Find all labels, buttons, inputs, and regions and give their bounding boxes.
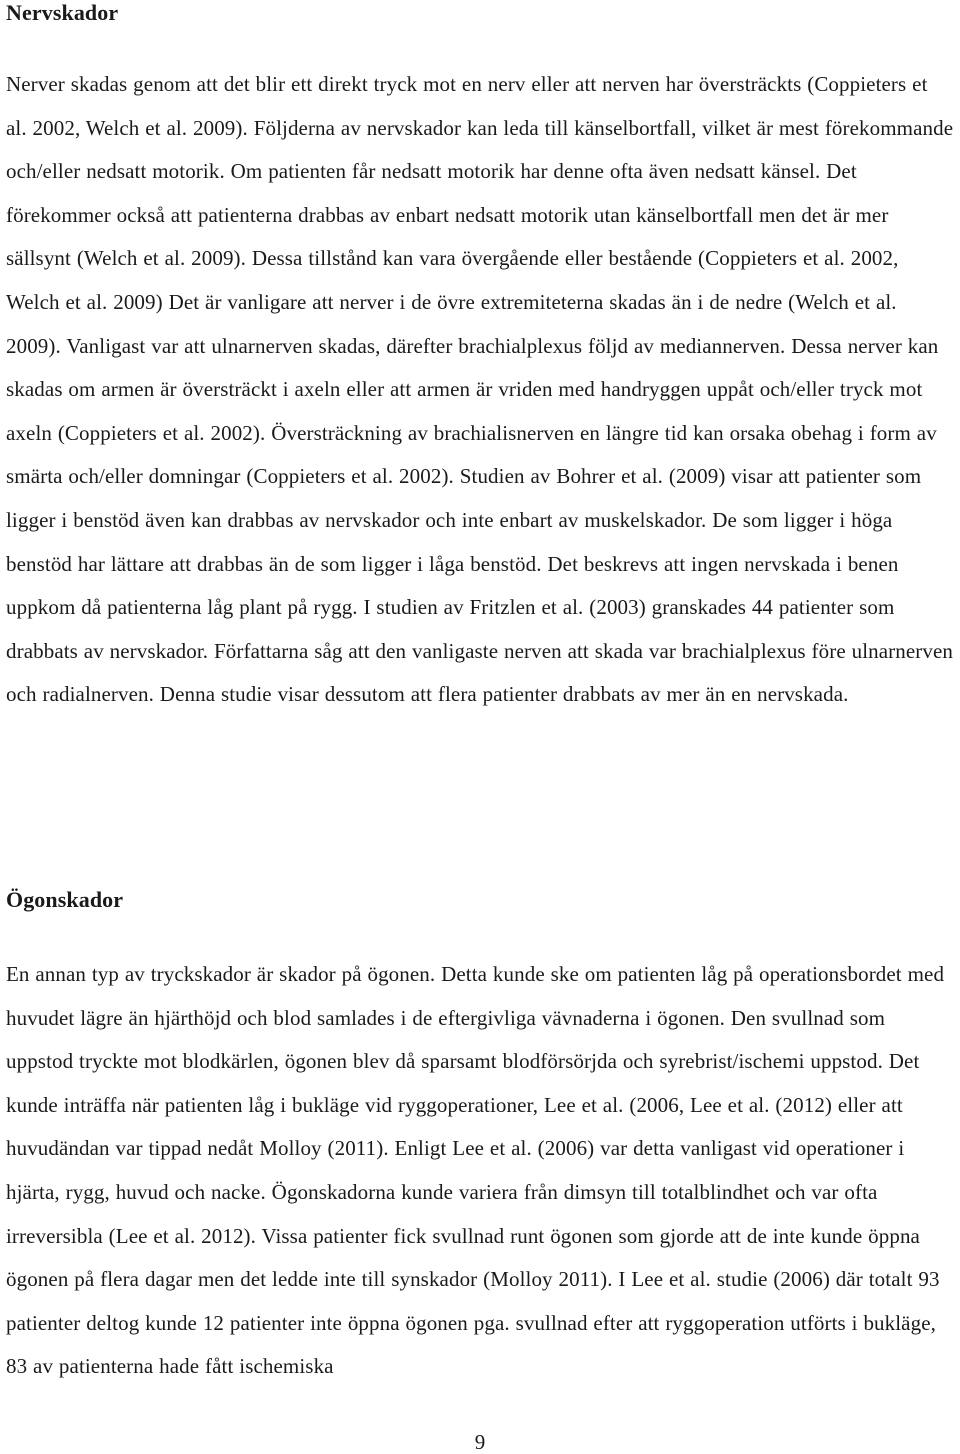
paragraph-ogonskador: En annan typ av tryckskador är skador på ögonen. Detta kunde ske om patienten låg på operationsbordet med huvudet lägre än hjärthöjd och blod samlades i de eftergivliga vävnaderna i ögonen. Den svullnad som uppstod tryckte mot blodkärlen, ögonen blev då sparsamt blodförsörjda och syrebrist/ischemi uppstod. Det kunde inträffa när patienten låg i bukläge vid ryggoperationer, Lee et al. (2006, Lee et al. (2012) eller att huvudändan var tippad nedåt Molloy (2011). Enligt Lee et al. (2006) var detta vanligast vid operationer i hjärta, rygg, huvud och nacke. Ögonskadorna kunde variera från dimsyn till totalblindhet och var ofta irreversibla (Lee et al. 2012). Vissa patienter fick svullnad runt ögonen som gjorde att de inte kunde öppna ögonen på flera dagar men det ledde inte till synskador (Molloy 2011). I Lee et al. studie (2006) där totalt 93 patienter deltog kunde 12 patienter inte öppna ögonen pga. svullnad efter att ryggoperation utförts i bukläge, 83 av patienterna hade fått ischemiska	[6, 962, 945, 1379]
section-heading-nervskador: Nervskador	[6, 0, 119, 25]
section-heading-ogonskador: Ögonskador	[6, 887, 124, 912]
page-number: 9	[474, 1430, 486, 1454]
paragraph-nervskador: Nerver skadas genom att det blir ett direkt tryck mot en nerv eller att nerven har översträckts (Coppieters et al. 2002, Welch et al. 2009). Följderna av nervskador kan leda till känselbortfall, vilket är mest förekommande och/eller nedsatt motorik. Om patienten får nedsatt motorik har denne ofta även nedsatt känsel. Det förekommer också att patienterna drabbas av enbart nedsatt motorik utan känselbortfall men det är mer sällsynt (Welch et al. 2009). Dessa tillstånd kan vara övergående eller bestående (Coppieters et al. 2002, Welch et al. 2009) Det är vanligare att nerver i de övre extremiteterna skadas än i de nedre (Welch et al. 2009). Vanligast var att ulnarnerven skadas, därefter brachialplexus följd av mediannerven. Dessa nerver kan skadas om armen är översträckt i axeln eller att armen är vriden med handryggen uppåt och/eller tryck mot axeln (Coppieters et al. 2002). Översträckning av brachialisnerven en längre tid kan orsaka obehag i form av smärta och/eller domningar (Coppieters et al. 2002). Studien av Bohrer et al. (2009) visar att patienter som ligger i benstöd även kan drabbas av nervskador och inte enbart av muskelskador. De som ligger i höga benstöd har lättare att drabbas än de som ligger i låga benstöd. Det beskrevs att ingen nervskada i benen uppkom då patienterna låg plant på rygg. I studien av Fritzlen et al. (2003) granskades 44 patienter som drabbats av nervskador. Författarna såg att den vanligaste nerven att skada var brachialplexus före ulnarnerven och radialnerven. Denna studie visar dessutom att flera patienter drabbats av mer än en nervskada.	[6, 72, 954, 707]
